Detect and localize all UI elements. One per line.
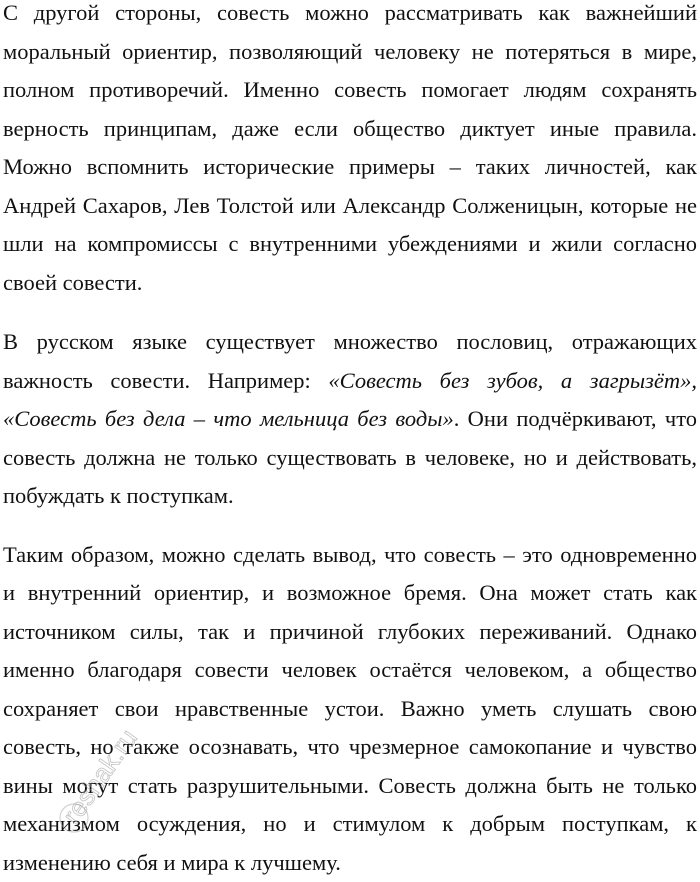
paragraph-1	[3, 0, 697, 302]
paragraph-1-text: С другой стороны, совесть можно рассматривать как важнейший моральный ориентир, позволяющий человеку не потеряться в мире, полном противоречий. Именно совесть помогает людям сохранять верность принципам, даже если общество диктует иные правила. Можно вспомнить исторические примеры – таких личностей, как Андрей Сахаров, Лев Толстой или Александр Солженицын, которые не шли на компромиссы с внутренними убеждениями и жили согласно своей совести.	[3, 0, 697, 295]
watermark-text: reshak.ru	[56, 730, 143, 829]
paragraph-2-text-before: В русском языке существует множество пословиц, отражающих важность совести. Например:	[3, 329, 697, 393]
document-body	[3, 0, 697, 882]
proverbs-quote: «Совесть без зубов, а загрызёт», «Совесть без дела – что мельница без воды»	[3, 368, 697, 432]
paragraph-2-text-after: . Они подчёркивают, что совесть должна не только существовать в человеке, но и действовать, побуждать к поступкам.	[3, 406, 697, 508]
paragraph-3-text: Таким образом, можно сделать вывод, что совесть – это одновременно и внутренний ориентир, и возможное бремя. Она может стать как источником силы, так и причиной глубоких переживаний. Однако именно благодаря совести человек остаётся человеком, а общество сохраняет свои нравственные устои. Важно уметь слушать свою совесть, но также осознавать, что чрезмерное самокопание и чувство вины могут стать разрушительными. Совесть должна быть не только механизмом осуждения, но и стимулом к добрым поступкам, к изменению себя и мира к лучшему.	[3, 542, 697, 875]
paragraph-3	[3, 536, 697, 882]
paragraph-2	[3, 323, 697, 516]
